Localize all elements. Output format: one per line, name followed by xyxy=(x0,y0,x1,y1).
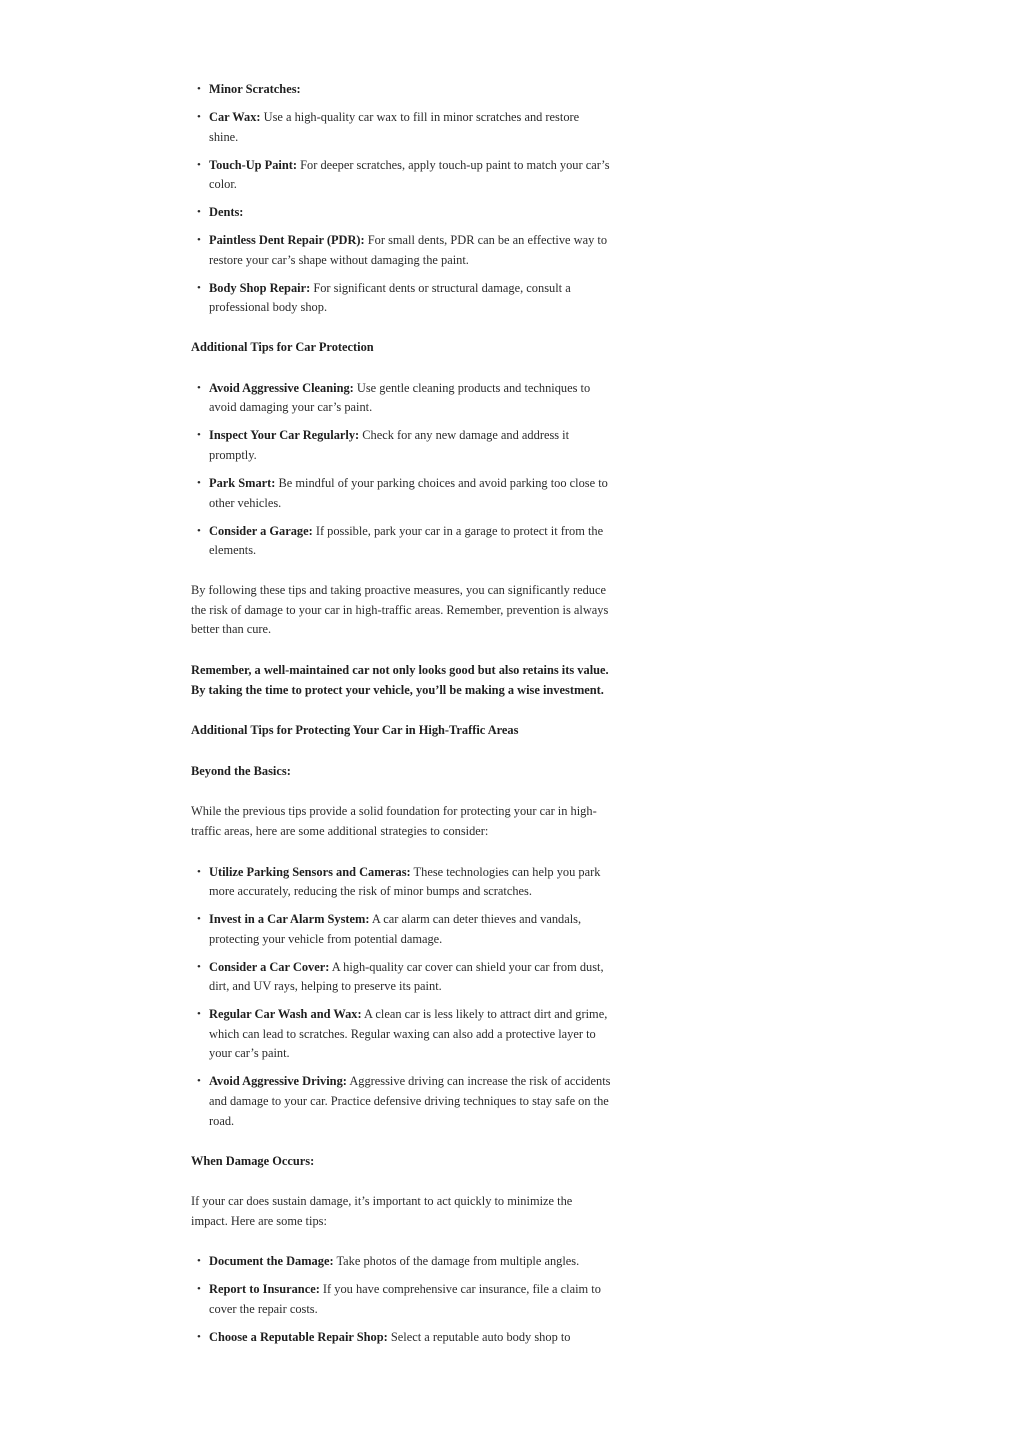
paragraph-following-tips: By following these tips and taking proactive measures, you can significantly reduce the risk of damage to your car in high-traffic areas. Remember, prevention is always better than cure. xyxy=(191,583,609,637)
list-item-text: For small dents, PDR can be an effective way to restore your car’s shape without damaging the paint. xyxy=(209,233,608,267)
additional-strategies-list xyxy=(191,863,611,1132)
list-item-label: Car Wax: xyxy=(209,109,261,124)
list-item-text: Be mindful of your parking choices and avoid parking too close to other vehicles. xyxy=(209,476,608,510)
list-item-text: These technologies can help you park more accurately, reducing the risk of minor bumps and scratches. xyxy=(209,864,601,899)
list-item xyxy=(191,279,611,318)
list-item-label: Choose a Reputable Repair Shop: xyxy=(209,1329,388,1344)
list-item xyxy=(191,1328,611,1348)
list-item-label: Touch-Up Paint: xyxy=(209,157,298,172)
list-item-label: Report to Insurance: xyxy=(209,1282,320,1297)
list-item-text: Use a high-quality car wax to fill in minor scratches and restore shine. xyxy=(209,109,580,144)
list-item xyxy=(191,522,611,561)
bullet-icon: • xyxy=(197,477,201,490)
bullet-icon: • xyxy=(197,1330,201,1343)
list-item xyxy=(191,231,611,270)
bullet-icon: • xyxy=(197,1008,201,1021)
list-item xyxy=(191,1252,611,1272)
bullet-icon: • xyxy=(197,281,201,294)
paragraph-remember: Remember, a well-maintained car not only looks good but also retains its value. By taking the time to protect your vehicle, you’ll be making a wise investment. xyxy=(191,662,609,697)
list-item-text: Use gentle cleaning products and techniques to avoid damaging your car’s paint. xyxy=(209,380,591,415)
bullet-icon: • xyxy=(197,234,201,247)
list-item xyxy=(191,1005,611,1064)
list-item-label: Minor Scratches: xyxy=(209,82,301,96)
list-item-label: Paintless Dent Repair (PDR): xyxy=(209,233,365,248)
section-heading: Additional Tips for Car Protection xyxy=(191,340,374,355)
subsection-heading: When Damage Occurs: xyxy=(191,1153,315,1168)
list-item-text: For significant dents or structural damage, consult a professional body shop. xyxy=(209,280,571,315)
list-item xyxy=(191,156,611,195)
protection-tips-list xyxy=(191,379,611,561)
bullet-icon: • xyxy=(197,381,201,394)
list-item-label: Invest in a Car Alarm System: xyxy=(209,912,370,927)
list-item-text: Aggressive driving can increase the risk of accidents and damage to your car. Practice defensive driving techniques to stay safe on the road. xyxy=(209,1074,611,1128)
list-item-text: Take photos of the damage from multiple angles. xyxy=(333,1254,580,1269)
bullet-icon: • xyxy=(197,1075,201,1088)
list-item-label: Avoid Aggressive Driving: xyxy=(209,1074,347,1089)
bullet-icon: • xyxy=(197,83,201,95)
list-item xyxy=(191,958,611,997)
damage-steps-list xyxy=(191,1252,611,1347)
list-item xyxy=(191,80,611,100)
list-item-text: Select a reputable auto body shop to xyxy=(387,1329,571,1344)
bullet-icon: • xyxy=(197,913,201,926)
subsection-heading: Beyond the Basics: xyxy=(191,763,291,778)
list-item-label: Regular Car Wash and Wax: xyxy=(209,1007,362,1022)
list-item xyxy=(191,910,611,949)
bullet-icon: • xyxy=(197,960,201,973)
list-item-text: A high-quality car cover can shield your car from dust, dirt, and UV rays, helping to preserve its paint. xyxy=(209,959,604,994)
list-item xyxy=(191,108,611,147)
paragraph-damage: If your car does sustain damage, it’s important to act quickly to minimize the impact. Here are some tips: xyxy=(191,1194,573,1228)
list-item xyxy=(191,203,611,223)
list-item xyxy=(191,1072,611,1131)
list-item-label: Document the Damage: xyxy=(209,1254,334,1269)
article-body xyxy=(191,80,611,1356)
list-item-label: Dents: xyxy=(209,205,244,220)
paragraph-previous-tips: While the previous tips provide a solid foundation for protecting your car in high-traffic areas, here are some additional strategies to consider: xyxy=(191,804,597,838)
list-item-label: Park Smart: xyxy=(209,476,276,491)
list-item-label: Body Shop Repair: xyxy=(209,280,311,295)
bullet-icon: • xyxy=(197,1255,201,1268)
list-item-text: If you have comprehensive car insurance, file a claim to cover the repair costs. xyxy=(209,1282,601,1316)
list-item-label: Inspect Your Car Regularly: xyxy=(209,428,360,443)
bullet-icon: • xyxy=(197,865,201,878)
list-item-label: Consider a Garage: xyxy=(209,523,313,538)
list-item-label: Consider a Car Cover: xyxy=(209,959,330,974)
list-item xyxy=(191,474,611,513)
list-item-text: For deeper scratches, apply touch-up paint to match your car’s color. xyxy=(209,157,610,192)
list-item-label: Utilize Parking Sensors and Cameras: xyxy=(209,864,411,879)
list-item-text: A clean car is less likely to attract dirt and grime, which can lead to scratches. Regular waxing can also add a protective layer to your car’s paint. xyxy=(209,1007,608,1061)
list-item-text: If possible, park your car in a garage to protect it from the elements. xyxy=(209,523,604,558)
bullet-icon: • xyxy=(197,206,201,219)
damage-type-list xyxy=(191,80,611,318)
list-item xyxy=(191,1280,611,1319)
bullet-icon: • xyxy=(197,524,201,537)
bullet-icon: • xyxy=(197,429,201,442)
bullet-icon: • xyxy=(197,158,201,171)
list-item-text: Check for any new damage and address it promptly. xyxy=(209,428,570,463)
list-item xyxy=(191,426,611,465)
section-heading: Additional Tips for Protecting Your Car in High-Traffic Areas xyxy=(191,723,519,738)
list-item xyxy=(191,379,611,418)
list-item xyxy=(191,863,611,902)
list-item-text: A car alarm can deter thieves and vandals, protecting your vehicle from potential damage. xyxy=(209,912,582,946)
bullet-icon: • xyxy=(197,1283,201,1296)
bullet-icon: • xyxy=(197,110,201,123)
list-item-label: Avoid Aggressive Cleaning: xyxy=(209,380,354,395)
